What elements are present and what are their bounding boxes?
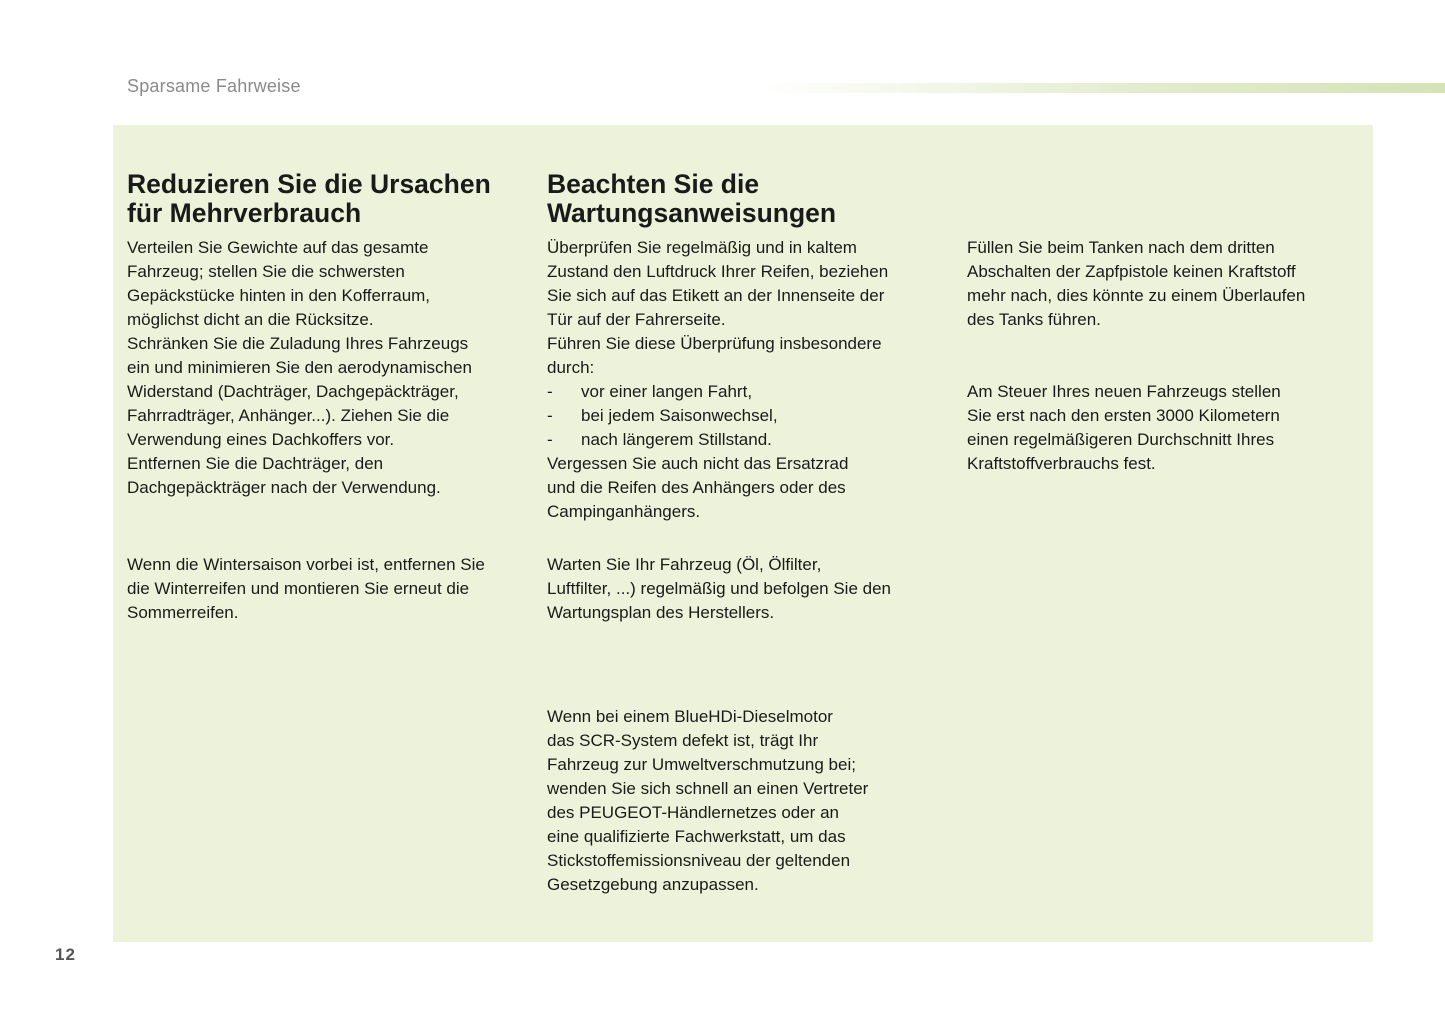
list-dash: - (547, 406, 553, 425)
paragraph-weight-distribution: Verteilen Sie Gewichte auf das gesamte Fahrzeug; stellen Sie die schwersten Gepäckstücke hinten in den Kofferraum, möglichst dicht an die Rücksitze. Schränken Sie die Zuladung Ihres Fahrzeugs ein und minimieren Sie den aerodynamischen Widerstand (Dachträger, Dachgepäckträger, Fahrradträger, Anhänger...). Ziehen Sie die Verwendung eines Dachkoffers vor. Entfernen Sie die Dachträger, den Dachgepäckträger nach der Verwendung. (127, 238, 472, 497)
tyre-pressure-block (547, 236, 947, 524)
list-dash: - (547, 430, 553, 449)
paragraph-scr-system: Wenn bei einem BlueHDi-Dieselmotor das SCR-System defekt ist, trägt Ihr Fahrzeug zur Umweltverschmutzung bei; wenden Sie sich schnell an einen Vertreter des PEUGEOT-Händlernetzes oder an eine qualifizierte Fachwerkstatt, um das Stickstoffemissionsniveau der geltenden Gesetzgebung anzupassen. (547, 707, 869, 894)
list-item (547, 380, 947, 404)
paragraph-service-schedule: Warten Sie Ihr Fahrzeug (Öl, Ölfilter, Luftfilter, ...) regelmäßig und befolgen Sie den Wartungsplan des Herstellers. (547, 555, 891, 622)
list-item-text: nach längerem Stillstand. (581, 430, 772, 449)
paragraph-new-vehicle-consumption: Am Steuer Ihres neuen Fahrzeugs stellen Sie erst nach den ersten 3000 Kilometern einen regelmäßigeren Durchschnitt Ihres Kraftstoffverbrauchs fest. (967, 382, 1281, 473)
list-item (547, 428, 947, 452)
column-fuel-consumption-causes (127, 169, 527, 622)
list-item-text: vor einer langen Fahrt, (581, 382, 753, 401)
paragraph-tyre-pressure: Überprüfen Sie regelmäßig und in kaltem Zustand den Luftdruck Ihrer Reifen, beziehen Sie sich auf das Etikett an der Innenseite der Tür auf der Fahrerseite. Führen Sie diese Überprüfung insbesondere durch: (547, 238, 889, 377)
paragraph-spare-wheel: Vergessen Sie auch nicht das Ersatzrad und die Reifen des Anhängers oder des Campinganhängers. (547, 454, 849, 521)
header-accent-bar (760, 83, 1445, 93)
column-maintenance (547, 169, 947, 894)
heading-maintenance-instructions: Beachten Sie die Wartungsanweisungen (547, 169, 837, 228)
list-dash: - (547, 382, 553, 401)
list-item-text: bei jedem Saisonwechsel, (581, 406, 778, 425)
page-number: 12 (55, 945, 76, 964)
section-title: Sparsame Fahrweise (127, 76, 301, 96)
checklist (547, 380, 947, 452)
paragraph-winter-tyres: Wenn die Wintersaison vorbei ist, entfernen Sie die Winterreifen und montieren Sie erneut die Sommerreifen. (127, 555, 485, 622)
list-item (547, 404, 947, 428)
paragraph-refuelling: Füllen Sie beim Tanken nach dem dritten Abschalten der Zapfpistole keinen Kraftstoff mehr nach, dies könnte zu einem Überlaufen des Tanks führen. (967, 238, 1306, 329)
heading-reduce-causes: Reduzieren Sie die Ursachen für Mehrverbrauch (127, 169, 491, 228)
